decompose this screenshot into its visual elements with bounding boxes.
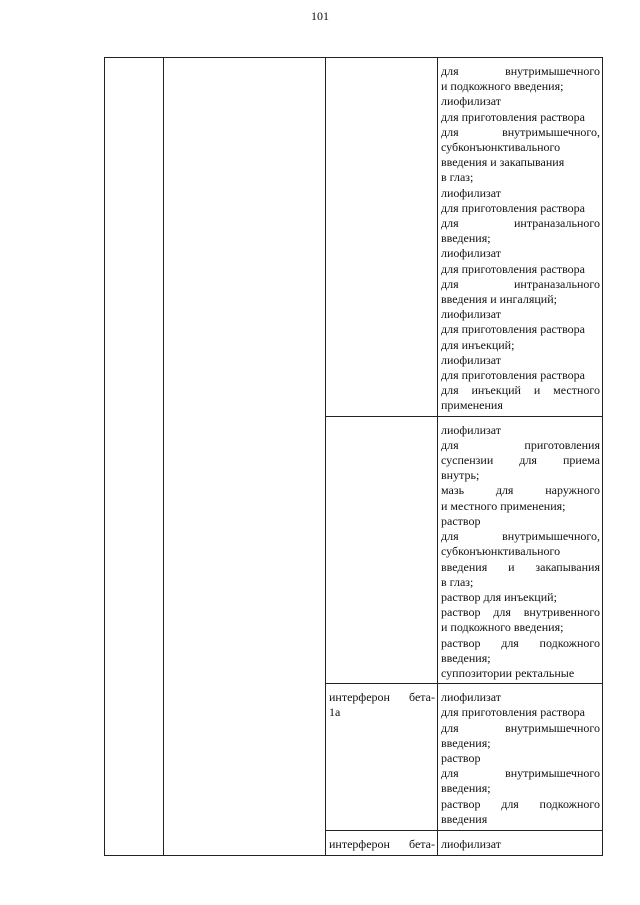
- dosage-form-line: введения;: [441, 735, 491, 750]
- dosage-form-line: введения;: [441, 781, 491, 796]
- code-cell: [105, 58, 164, 856]
- dosage-form-line: введения: [441, 811, 488, 826]
- dosage-forms-cell: [438, 684, 603, 831]
- dosage-form-line: для приготовления раствора: [441, 368, 585, 383]
- dosage-form-line: раствор для подкожного: [441, 796, 600, 811]
- dosage-form-line: применения: [441, 398, 503, 413]
- dosage-form-line: для внутримышечного: [441, 720, 600, 735]
- dosage-form-line: и подкожного введения;: [441, 620, 564, 635]
- dosage-form-line: раствор для подкожного: [441, 635, 600, 650]
- dosage-form-line: для приготовления раствора: [441, 109, 585, 124]
- drug-name-line: интерферон бета-: [329, 690, 435, 705]
- drug-name-cell: [326, 831, 438, 856]
- dosage-form-line: введения и закапывания: [441, 155, 565, 170]
- dosage-form-line: и местного применения;: [441, 498, 566, 513]
- dosage-form-line: внутрь;: [441, 468, 480, 483]
- dosage-form-line: для инъекций;: [441, 337, 515, 352]
- drug-name-line: интерферон бета-: [329, 837, 435, 852]
- dosage-form-line: введения и ингаляций;: [441, 292, 557, 307]
- dosage-form-line: в глаз;: [441, 574, 474, 589]
- dosage-form-line: введения;: [441, 231, 491, 246]
- dosage-form-line: суспензии для приема: [441, 453, 600, 468]
- dosage-form-line: раствор: [441, 750, 481, 765]
- dosage-form-line: лиофилизат: [441, 94, 502, 109]
- dosage-form-line: для приготовления раствора: [441, 705, 585, 720]
- dosage-form-line: для интраназального: [441, 276, 600, 291]
- dosage-forms-cell: [438, 58, 603, 417]
- dosage-form-line: для внутримышечного: [441, 766, 600, 781]
- dosage-form-line: для внутримышечного,: [441, 529, 600, 544]
- dosage-form-line: лиофилизат: [441, 246, 502, 261]
- dosage-form-line: для приготовления раствора: [441, 322, 585, 337]
- dosage-form-line: субконъюнктивального: [441, 544, 561, 559]
- drug-name-cell: [326, 684, 438, 831]
- page-number: 101: [311, 9, 329, 23]
- dosage-forms-cell: [438, 831, 603, 856]
- dosage-form-line: раствор для инъекций;: [441, 589, 557, 604]
- dosage-form-line: введения;: [441, 650, 491, 665]
- table-row: [105, 58, 603, 417]
- dosage-form-line: в глаз;: [441, 170, 474, 185]
- dosage-form-line: раствор для внутривенного: [441, 605, 600, 620]
- dosage-form-line: для приготовления раствора: [441, 261, 585, 276]
- dosage-form-line: раствор: [441, 513, 481, 528]
- dosage-form-line: лиофилизат: [441, 307, 502, 322]
- dosage-form-line: для внутримышечного,: [441, 124, 600, 139]
- drug-name-line: 1a: [329, 705, 341, 720]
- dosage-form-line: для инъекций и местного: [441, 383, 600, 398]
- drug-name-cell: [326, 416, 438, 683]
- dosage-form-line: для внутримышечного: [441, 64, 600, 78]
- dosage-form-line: и подкожного введения;: [441, 79, 564, 94]
- dosage-form-line: лиофилизат: [441, 422, 502, 437]
- dosage-form-line: для интраназального: [441, 216, 600, 231]
- dosage-form-line: субконъюнктивального: [441, 140, 561, 155]
- dosage-form-line: лиофилизат: [441, 837, 502, 852]
- dosage-form-line: лиофилизат: [441, 185, 502, 200]
- dosage-form-line: лиофилизат: [441, 352, 502, 367]
- drug-table: [104, 57, 603, 856]
- dosage-form-line: для приготовления: [441, 437, 600, 452]
- dosage-form-line: суппозитории ректальные: [441, 665, 575, 680]
- group-cell: [164, 58, 326, 856]
- drug-name-cell: [326, 58, 438, 417]
- dosage-forms-cell: [438, 416, 603, 683]
- dosage-form-line: лиофилизат: [441, 690, 502, 705]
- dosage-form-line: для приготовления раствора: [441, 200, 585, 215]
- dosage-form-line: мазь для наружного: [441, 483, 600, 498]
- dosage-form-line: введения и закапывания: [441, 559, 600, 574]
